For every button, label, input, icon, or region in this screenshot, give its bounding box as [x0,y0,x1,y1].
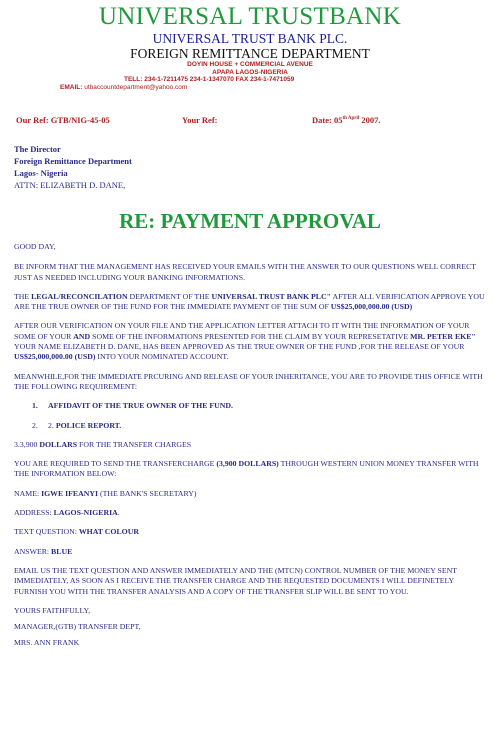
signatory-title: MANAGER,(GTB) TRANSFER DEPT, [14,622,141,632]
email-line [14,84,486,92]
address-line-2: APAPA LAGOS-NIGERIA [212,68,288,76]
test-answer: ANSWER: BLUE [14,546,73,556]
letter-body [14,242,486,649]
paragraph-2: THE LEGAL/RECONCILATION DEPARTMENT OF THE UNIVERSAL TRUST BANK PLC" AFTER ALL VERIFICATION APPROVE YOU ARE THE TRUE OWNER OF THE FUND FOR THE IMMEDIATE PAYMENT OF THE SUM OF US$25,000,000.00 (USD) [14,291,485,312]
recipient-address: ADDRESS: LAGOS-NIGERIA. [14,508,120,518]
signatory-name: MRS. ANN FRANK [14,638,80,648]
date-superscript: th April [342,116,360,122]
attention-line: ATTN: ELIZABETH D. DANE, [14,180,126,190]
telephone-line: TELL: 234-1-7211475 234-1-1347070 FAX 234-1-7471059 [124,76,295,83]
subject-heading: RE: PAYMENT APPROVAL [119,209,381,233]
paragraph-7: EMAIL US THE TEXT QUESTION AND ANSWER IMMEDIATELY AND THE (MTCN) CONTROL NUMBER OF THE MONEY SENT IMMEDIATELY, AS SOON AS I RECEIVE THE TRANSFER CHARGE AND THE REQUESTED DOCUMENTS I WILL DEFINETELY FURNISH YOU WITH THE TRANSFER ANALYSIS AND A COPY OF THE TRANSFER SLIP WILL BE SENT TO YOU. [14,565,457,596]
reference-row [14,115,486,127]
paragraph-5: 3.3,900 DOLLARS FOR THE TRANSFER CHARGES [14,439,192,449]
test-question: TEXT QUESTION: WHAT COLOUR [14,527,139,537]
email-label: EMAIL: [60,83,83,91]
addressee-line-3: Lagos- Nigeria [14,168,68,178]
addressee-line-1: The Director [14,144,61,154]
paragraph-1: BE INFORM THAT THE MANAGEMENT HAS RECEIVED YOUR EMAILS WITH THE ANSWER TO OUR QUESTIONS WELL CORRECT JUST AS NEEDED INCLUDING YOUR BANKING INFORMATIONS. [14,262,476,282]
paragraph-4: MEANWHILE,FOR THE IMMEDIATE PRCURING AND RELEASE OF YOUR INHERITANCE, YOU ARE TO PROVIDE THIS OFFICE WITH THE FOLLOWING REQUIREMENT: [14,371,483,391]
requirement-1: 1. AFFIDAVIT OF THE TRUE OWNER OF THE FUND. [32,401,233,411]
closing: YOURS FAITHFULLY, [14,605,91,615]
letterhead [14,4,486,91]
address-line-1: DOYIN HOUSE + COMMERCIAL AVENUE [187,61,313,68]
paragraph-6: YOU ARE REQUIRED TO SEND THE TRANSFERCHARGE (3,900 DOLLARS) THROUGH WESTERN UNION MONEY TRANSFER WITH THE INFORMATION BELOW: [14,459,479,479]
your-ref: Your Ref: [182,115,218,125]
addressee-line-2: Foreign Remittance Department [14,156,132,166]
requirement-2: 2. 2. POLICE REPORT. [32,420,122,430]
bank-name: UNIVERSAL TRUSTBANK [98,3,402,30]
department-name: FOREIGN REMITTANCE DEPARTMENT [130,46,370,61]
email-address: utbaccountdepartment@yahoo.com [84,83,188,91]
paragraph-3: AFTER OUR VERIFICATION ON YOUR FILE AND THE APPLICATION LETTER ATTACH TO IT WITH THE INFORMATION OF YOUR SOME OF YOUR AND SOME OF THE INFORMATIONS PRESENTED FOR THE CLAIM BY YOUR REPRESETATIVE MR. PETER EKE" YOUR NAME ELIZABETH D. DANE, HAS BEEN APPROVED AS THE TRUE OWNER OF THE FUND ,FOR THE RELEASE OF YOUR US$25,000,000.00 (USD) INTO YOUR NOMINATED ACCOUNT. [14,321,476,362]
bank-plc: UNIVERSAL TRUST BANK PLC. [152,31,348,46]
greeting: GOOD DAY, [14,242,56,251]
addressee-block [14,143,486,191]
letter-page [0,4,498,729]
recipient-name: NAME: IGWE IFEANYI (THE BANK'S SECRETARY) [14,488,197,498]
our-ref: Our Ref: GTB/NIG-45-05 [16,115,110,125]
date: Date: $05^{th April}$ 2007. [312,115,381,125]
